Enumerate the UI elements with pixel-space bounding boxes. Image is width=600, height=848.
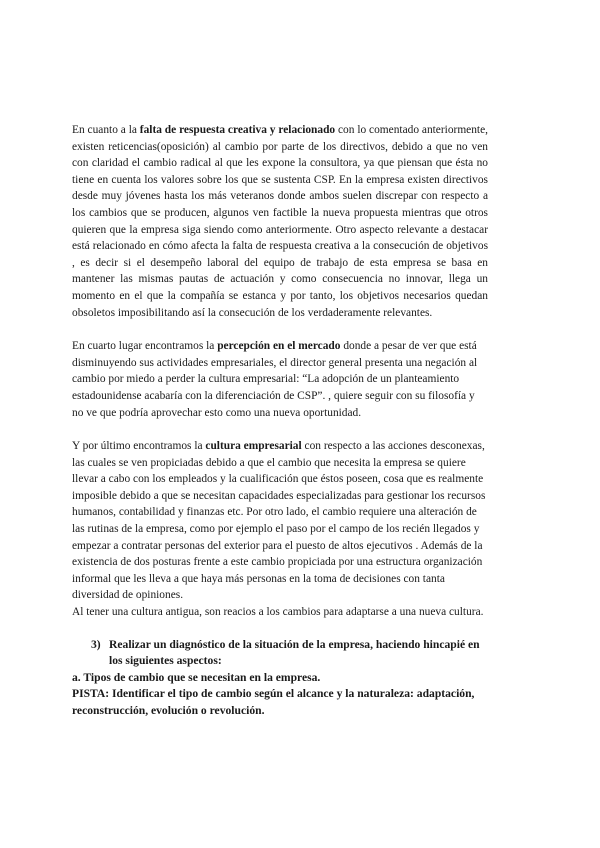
paragraph-creative-response [72,122,488,321]
paragraph-lead: En cuanto a la [72,124,140,136]
paragraph-business-culture [72,438,488,604]
paragraph-keyword: percepción en el mercado [217,340,341,353]
sub-item-a: a. Tipos de cambio que se necesitan en la empresa. [72,670,321,684]
paragraph-lead: En cuarto lugar encontramos la [72,340,218,353]
paragraph-body: con lo comentado anteriormente, existen reticencias(oposición) al cambio por parte de los directivos, debido a que no ven con claridad el cambio radical al que les expone la consultora, ya que piensan que ésta no tiene en cuenta los valores sobre los que se sustenta CSP. En la empresa existen directivos desde muy jóvenes hasta los más veteranos donde ambos suelen discrepar con respecto a los cambios que se producen, algunos ven factible la nueva propuesta mientras que otros quieren que la empresa siga siendo como anteriormente. Otro aspecto relevante a destacar está relacionado en cómo afecta la falta de respuesta creativa a la consecución de objetivos , es decir si el desempeño laboral del equipo de trabajo de esta empresa se basa en mantener las mismas pautas de actuación y como consecuencia no innovar, llega un momento en el que la compañía se estanca y por tanto, los objetivos necesarios quedan obsoletos imposibilitando así la consecución de los verdaderamente relevantes. [72,124,488,319]
paragraph-market-perception [72,338,488,421]
section-number: 3) [91,637,101,651]
paragraph-business-culture-extra: Al tener una cultura antigua, son reacios a los cambios para adaptarse a una nueva cultura. [72,606,484,619]
spacer [72,621,488,637]
section-3-heading [72,637,488,670]
document-page [72,122,488,720]
paragraph-body: con respecto a las acciones desconexas, las cuales se ven propiciadas debido a que el cambio que necesita la empresa se quiere llevar a cabo con los empleados y la cualificación que éstos poseen, cosa que es realmente imposible debido a que se necesitan capacidades especializadas para gestionar los recursos humanos, contabilidad y finanzas etc. Por otro lado, el cambio requiere una alteración de las rutinas de la empresa, como por ejemplo el paso por el campo de los recién llegados y empezar a contratar personas del exterior para el puesto de altos ejecutivos . Además de la existencia de dos posturas frente a este cambio propiciada por una estructura organización informal que les lleva a que haya más personas en la toma de decisiones con tanta diversidad de opiniones. [72,440,486,602]
paragraph-keyword: cultura empresarial [205,440,302,453]
paragraph-body: donde a pesar de ver que está disminuyendo sus actividades empresariales, el director general presenta una negación al cambio por miedo a perder la cultura empresarial: “La adopción de un planteamiento estadounidense acabaría con la diferenciación de CSP”. , quiere seguir con su filosofía y no ve que podría aprovechar esto como una nueva oportunidad. [72,340,478,419]
hint-text: PISTA: Identificar el tipo de cambio según el alcance y la naturaleza: adaptación, reconstrucción, evolución o revolución. [72,687,475,717]
paragraph-keyword: falta de respuesta creativa y relacionado [139,124,336,136]
paragraph-lead: Y por último encontramos la [72,440,206,453]
section-text: Realizar un diagnóstico de la situación de la empresa, haciendo hincapié en los siguientes aspectos: [109,637,480,668]
